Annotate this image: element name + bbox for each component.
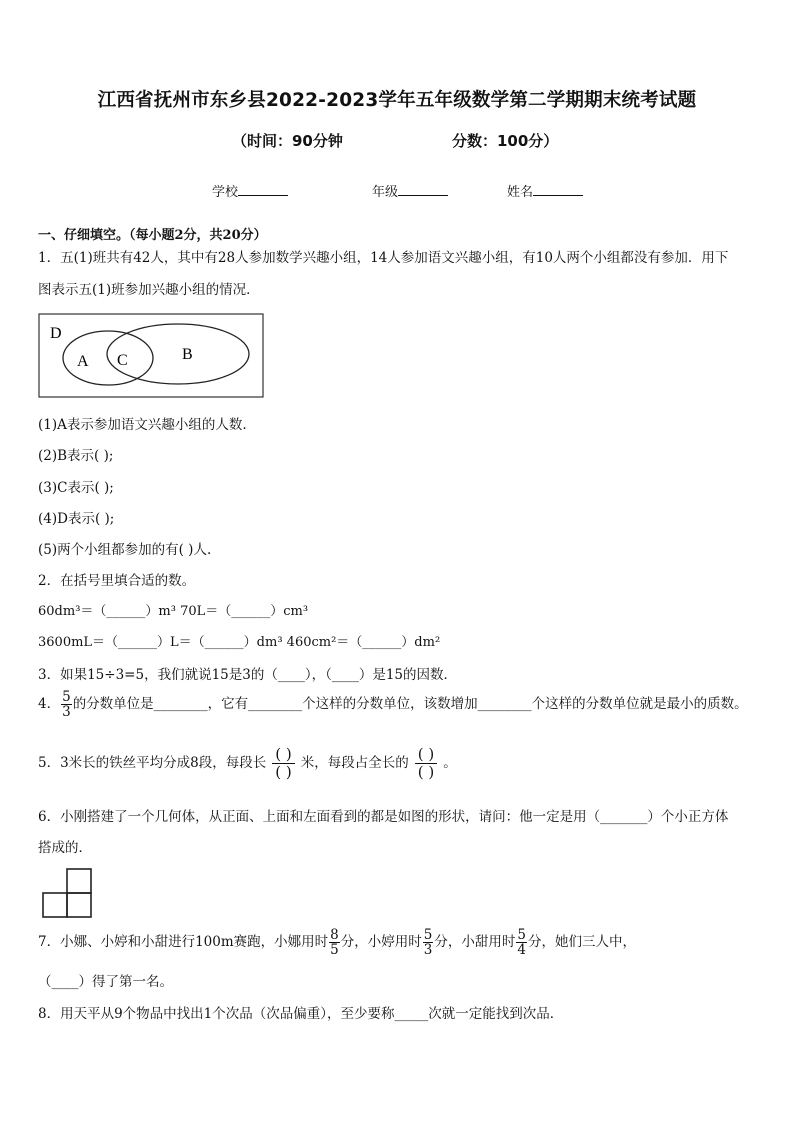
- q7-fraction-2: $\frac{5}{3}$: [423, 927, 433, 958]
- cube-view-figure: [42, 868, 94, 918]
- cube-top: [67, 869, 91, 893]
- venn-label-b: B: [182, 346, 193, 363]
- q4-frac-den: 3: [62, 704, 71, 720]
- q5-text2: 米，每段占全长的: [300, 755, 409, 771]
- cube-bottom-left: [43, 893, 67, 917]
- q7-text2: 分，小婷用时: [340, 934, 422, 950]
- venn-diagram: [38, 313, 266, 399]
- q4-line: [38, 690, 748, 719]
- school-label: 学校: [212, 185, 239, 200]
- q4-text: 的分数单位是________，它有________个这样的分数单位，该数增加________个这样的分数单位就是最小的质数。: [72, 696, 748, 712]
- q6-line1: 6．小刚搭建了一个几何体，从正面、上面和左面看到的都是如图的形状，请问：他一定是用（_______）个小正方体: [38, 809, 729, 825]
- q1-sub5: (5)两个小组都参加的有( )人.: [38, 542, 212, 558]
- cube-bottom-right: [67, 893, 91, 917]
- q3-line: 3．如果15÷3=5，我们就说15是3的（____），（____）是15的因数．: [38, 667, 458, 683]
- q7-line2: （____）得了第一名。: [38, 974, 173, 990]
- q2-line1: 2．在括号里填合适的数。: [38, 573, 196, 589]
- q7-fraction-3: $\frac{5}{4}$: [517, 927, 526, 958]
- exam-score: 分数：100分）: [452, 132, 559, 150]
- q5-text3: 。: [443, 755, 457, 771]
- section-heading: 一、仔细填空。（每小题2分，共20分）: [38, 228, 267, 243]
- q5-text1: 5．3米长的铁丝平均分成8段，每段长: [38, 755, 267, 771]
- q7-line1: [38, 928, 636, 957]
- q7-fraction-1: $\frac{8}{5}$: [330, 927, 339, 958]
- q5-line: [38, 746, 457, 781]
- q1-line1: 1．五(1)班共有42人，其中有28人参加数学兴趣小组，14人参加语文兴趣小组，有10人两个小组都没有参加．用下: [38, 250, 729, 266]
- q5-blank-fraction-1[interactable]: $\frac{( )}{( )}$: [272, 746, 294, 781]
- grade-label: 年级: [372, 185, 399, 200]
- grade-blank[interactable]: [398, 182, 448, 196]
- name-field: [507, 181, 583, 200]
- q1-sub4: (4)D表示( );: [38, 511, 115, 527]
- q1-sub3: (3)C表示( );: [38, 480, 114, 496]
- q7-text1: 7．小娜、小婷和小甜进行100m赛跑，小娜用时: [38, 934, 329, 950]
- name-blank[interactable]: [533, 182, 583, 196]
- q7-text3: 分，小甜用时: [434, 934, 516, 950]
- q4-fraction: [61, 690, 72, 719]
- venn-label-c: C: [117, 352, 128, 369]
- q4-prefix: 4．: [38, 696, 61, 712]
- q1-sub1: (1)A表示参加语文兴趣小组的人数.: [38, 417, 247, 433]
- q6-line2: 搭成的．: [38, 840, 92, 856]
- q2-line3: 3600mL＝（______）L＝（______）dm³ 460cm²＝（______）dm²: [38, 635, 441, 650]
- q5-blank-fraction-2[interactable]: $\frac{( )}{( )}$: [415, 746, 437, 781]
- school-blank[interactable]: [238, 182, 288, 196]
- name-label: 姓名: [507, 185, 534, 200]
- q4-frac-num: 5: [62, 689, 71, 705]
- q1-line2: 图表示五(1)班参加兴趣小组的情况．: [38, 282, 260, 298]
- venn-label-a: A: [77, 353, 89, 370]
- venn-label-d: D: [50, 325, 62, 342]
- grade-field: [372, 181, 448, 200]
- q8-line: 8．用天平从9个物品中找出1个次品（次品偏重），至少要称_____次就一定能找到次品．: [38, 1006, 564, 1022]
- q1-sub2: (2)B表示( );: [38, 448, 114, 464]
- school-field: [212, 181, 288, 200]
- venn-set-b: [107, 324, 249, 384]
- q7-text4: 分，她们三人中，: [527, 934, 636, 950]
- exam-time: （时间：90分钟: [232, 132, 343, 150]
- exam-title: 江西省抚州市东乡县2022-2023学年五年级数学第二学期期末统考试题: [97, 90, 697, 111]
- q2-line2: 60dm³＝（______）m³ 70L＝（______）cm³: [38, 604, 309, 619]
